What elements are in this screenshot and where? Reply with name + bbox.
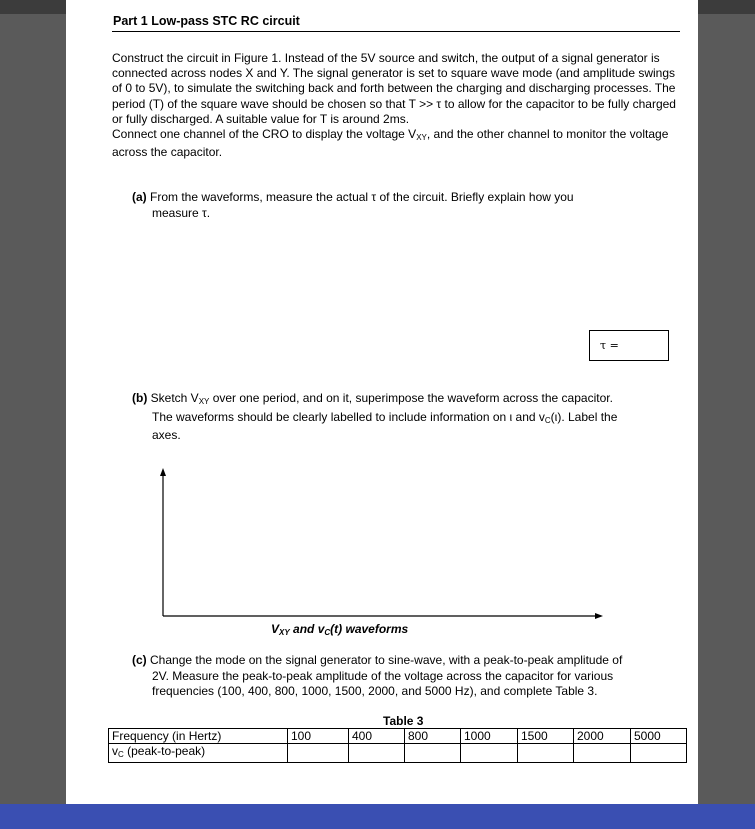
tau-answer-box[interactable]: τ = xyxy=(589,330,669,361)
freq-cell: 1000 xyxy=(461,729,518,744)
table-row xyxy=(109,744,687,763)
section-title: Part 1 Low-pass STC RC circuit xyxy=(113,14,300,28)
intro-text-2: Connect one channel of the CRO to display the voltage $V_{XY}$, and the other channel to monitor the voltage across the capacitor. xyxy=(112,127,669,160)
vc-answer-cell[interactable] xyxy=(631,744,687,763)
vc-answer-cell[interactable] xyxy=(405,744,461,763)
question-a-label: (a) xyxy=(132,190,147,204)
freq-cell: 400 xyxy=(349,729,405,744)
question-c-label: (c) xyxy=(132,653,147,667)
document-page xyxy=(66,0,698,804)
question-b-label: (b) xyxy=(132,391,148,405)
vc-answer-cell[interactable] xyxy=(574,744,631,763)
vc-answer-cell[interactable] xyxy=(518,744,574,763)
table-title: Table 3 xyxy=(383,714,424,728)
vc-answer-cell[interactable] xyxy=(461,744,518,763)
vc-answer-cell[interactable] xyxy=(288,744,349,763)
freq-cell: 100 xyxy=(288,729,349,744)
x-axis-arrow xyxy=(595,613,603,619)
row-header-vc: $v_C$ (peak-to-peak) xyxy=(109,744,288,763)
question-c: (c) Change the mode on the signal generator to sine-wave, with a peak-to-peak amplitude of 2V. Measure the peak-to-peak amplitude of the voltage across the capacitor for various frequencies (100, 400, 800, 1000, 1500, 2000, and 5000 Hz), and complete Table 3. xyxy=(132,653,623,698)
y-axis-arrow xyxy=(160,468,166,476)
title-underline xyxy=(112,31,680,32)
freq-cell: 2000 xyxy=(574,729,631,744)
freq-cell: 1500 xyxy=(518,729,574,744)
sketch-axes xyxy=(150,466,610,626)
viewer-bottom-bar xyxy=(0,804,755,829)
freq-cell: 5000 xyxy=(631,729,687,744)
table-row xyxy=(109,729,687,744)
question-b: (b) Sketch $V_{XY}$ over one period, and on it, superimpose the waveform across the capacitor. The waveforms should be clearly labelled to include information on ι and $v_C(\iota)$. Label the axes. xyxy=(132,391,618,442)
intro-paragraph xyxy=(112,51,682,160)
question-a: (a) From the waveforms, measure the actual τ of the circuit. Briefly explain how you measure τ. xyxy=(132,190,574,220)
freq-cell: 800 xyxy=(405,729,461,744)
row-header-frequency: Frequency (in Hertz) xyxy=(109,729,288,744)
frequency-table xyxy=(108,728,687,763)
vc-answer-cell[interactable] xyxy=(349,744,405,763)
axes-caption: $V_{XY}$ and $v_C(t)$ waveforms xyxy=(271,622,409,637)
intro-text-1: Construct the circuit in Figure 1. Instead of the 5V source and switch, the output of a signal generator is connected across nodes X and Y. The signal generator is set to square wave mode (and amplitude swings of 0 to 5V), to simulate the switching back and forth between the charging and discharging processes. The period (T) of the square wave should be chosen so that T >> τ to allow for the capacitor to be fully charged or fully discharged. A suitable value for T is around 2ms. xyxy=(112,51,676,126)
